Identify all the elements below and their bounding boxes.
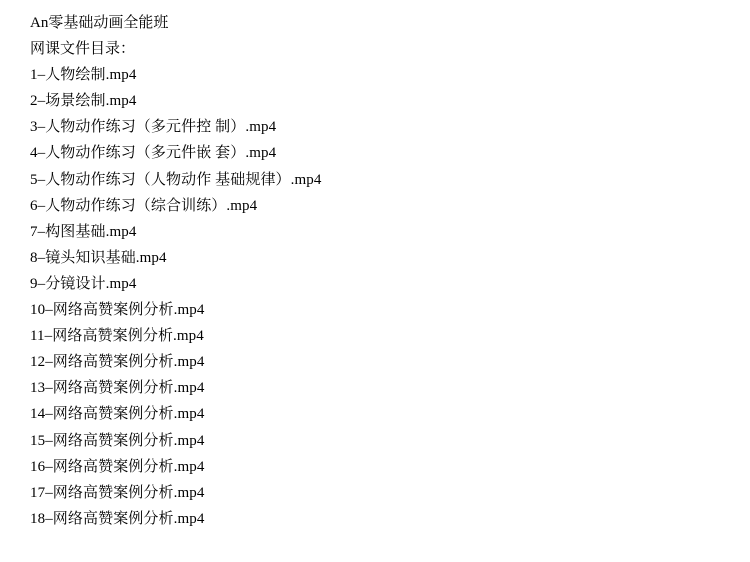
list-item: 10–网络高赞案例分析.mp4 bbox=[30, 302, 205, 319]
page-title: An零基础动画全能班 bbox=[30, 15, 169, 31]
list-item: 11–网络高赞案例分析.mp4 bbox=[30, 328, 204, 345]
list-item: 18–网络高赞案例分析.mp4 bbox=[30, 510, 205, 527]
list-item: 2–场景绘制.mp4 bbox=[30, 93, 137, 110]
list-item: 15–网络高赞案例分析.mp4 bbox=[30, 432, 205, 449]
list-item: 7–构图基础.mp4 bbox=[30, 223, 137, 240]
list-item: 16–网络高赞案例分析.mp4 bbox=[30, 458, 205, 475]
list-item: 6–人物动作练习（综合训练）.mp4 bbox=[30, 197, 258, 214]
list-item: 13–网络高赞案例分析.mp4 bbox=[30, 380, 205, 397]
list-item: 14–网络高赞案例分析.mp4 bbox=[30, 406, 205, 423]
list-item: 5–人物动作练习（人物动作 基础规律）.mp4 bbox=[30, 171, 322, 188]
list-item: 17–网络高赞案例分析.mp4 bbox=[30, 484, 205, 501]
list-item: 12–网络高赞案例分析.mp4 bbox=[30, 354, 205, 371]
list-item: 4–人物动作练习（多元件嵌 套）.mp4 bbox=[30, 145, 277, 162]
list-item: 3–人物动作练习（多元件控 制）.mp4 bbox=[30, 119, 277, 136]
list-item: 8–镜头知识基础.mp4 bbox=[30, 249, 167, 266]
document-subtitle: 网课文件目录： bbox=[30, 41, 136, 58]
list-item: 1–人物绘制.mp4 bbox=[30, 67, 137, 84]
list-item: 9–分镜设计.mp4 bbox=[30, 275, 137, 292]
